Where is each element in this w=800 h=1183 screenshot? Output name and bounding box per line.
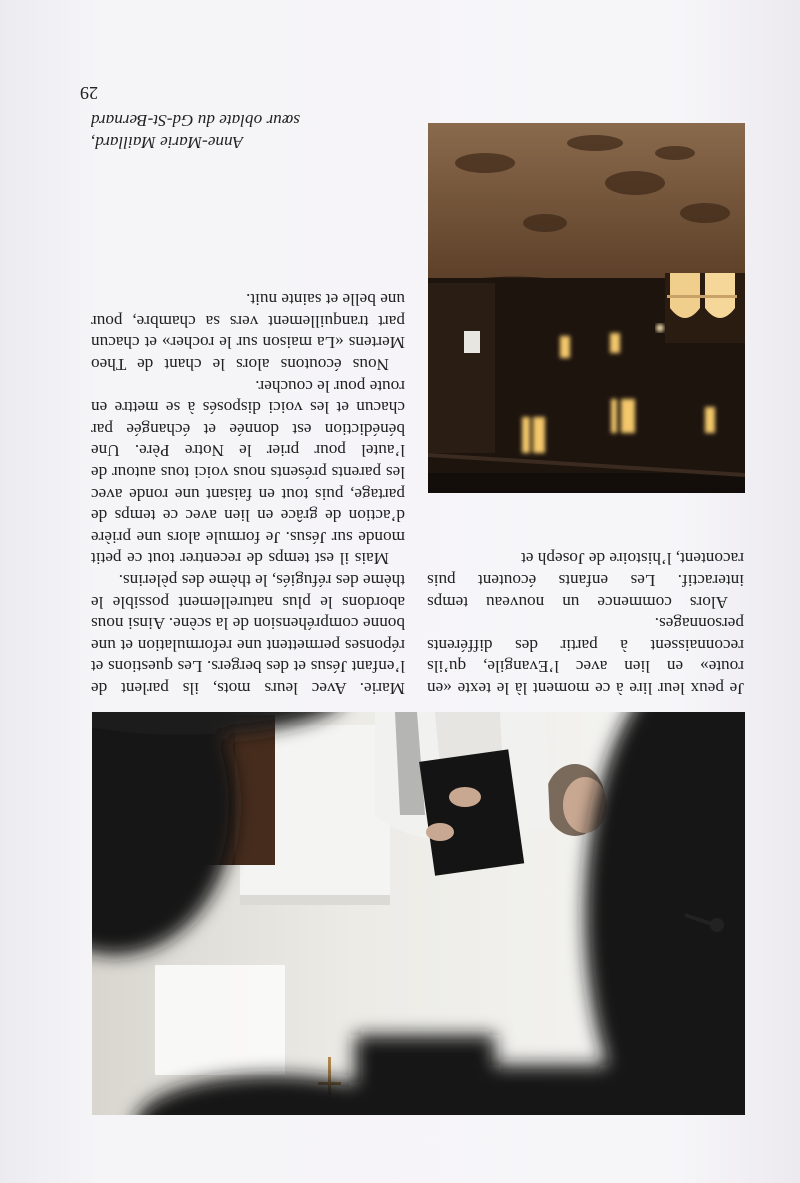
paragraph: Alors commence un nouveau temps interactif. Les enfants écoutent puis racontent, l’histoire de Joseph et xyxy=(427,549,744,612)
priest-reading-photo xyxy=(92,712,745,1115)
paragraph: Marie. Avec leurs mots, ils parlent de l’enfant Jésus et des bergers. Les questions et réponses permettent une reformulation et une bonne compréhension de la scène. Ainsi nous abordons le plus naturellement possible le thème des réfugiés, le thème des pèlerins. xyxy=(91,571,405,698)
hospice-night-photo xyxy=(428,123,745,493)
priest-reading-illustration xyxy=(92,712,745,1115)
text-column-left xyxy=(427,548,744,699)
paragraph: Mais il est temps de recentrer tout ce petit monde sur Jésus. Je formule alors une prière d’action de grâce en lien avec ce temps de partage, puis tout en faisant une ronde avec les parents présents nous voici tous autour de l’autel pour prier le Notre Père. Une bénédiction est donnée et échangée par chacun et les voici disposés à se mettre en route pour le coucher. xyxy=(91,376,405,569)
page-number: 29 xyxy=(80,83,98,103)
hospice-night-illustration xyxy=(428,123,745,493)
author-signature xyxy=(91,110,405,153)
paragraph: Nous écoutons alors le chant de Theo Mertens «La maison sur le rocher» et chacun part tranquillement vers sa chambre, pour une belle et sainte nuit. xyxy=(91,290,405,375)
author-name: Anne-Marie Maillard, xyxy=(91,133,244,152)
paragraph: Je peux leur lire à ce moment là le texte «en route» en lien avec l’Evangile, qu’ils reconnaissent à partir des différents personnages. xyxy=(427,614,744,698)
author-role: sœur oblate du Gd-St-Bernard xyxy=(91,111,300,131)
text-column-right xyxy=(91,289,405,699)
